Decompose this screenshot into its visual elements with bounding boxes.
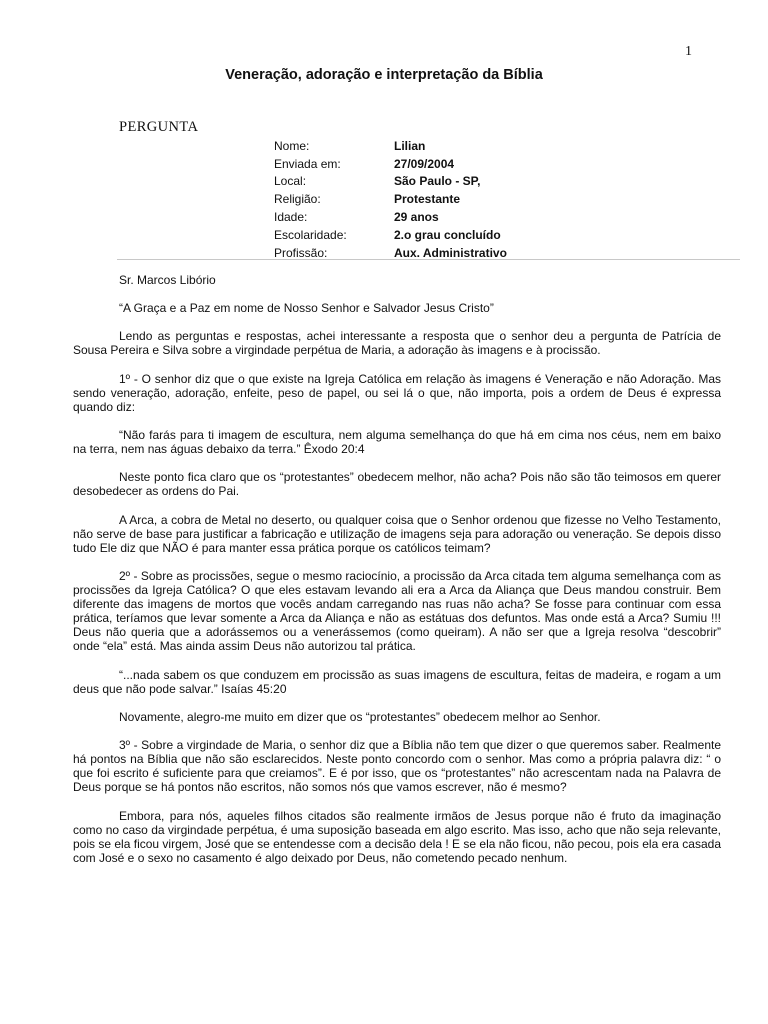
meta-label: Nome: (274, 138, 310, 153)
meta-row-sent (274, 155, 507, 173)
body-paragraph: Novamente, alegro-me muito em dizer que os “protestantes” obedecem melhor ao Senhor. (119, 709, 601, 724)
body-paragraph: Lendo as perguntas e respostas, achei interessante a resposta que o senhor deu a pergunta de Patrícia de Sousa Pereira e Silva sobre a virgindade perpétua de Maria, a adoração às imagens e à procissão. (73, 329, 721, 358)
salutation: Sr. Marcos Libório (119, 273, 216, 287)
letter-body (73, 273, 721, 879)
body-paragraph: Embora, para nós, aqueles filhos citados são realmente irmãos de Jesus porque não é fruto da imaginação como no caso da virgindade perpétua, é uma suposição baseada em algo escrito. Mas isso, acho que não seja relevante, pois se ela ficou virgem, José que se entendesse com a decisão dela ! E se ela não ficou, não pecou, pois ela era casada com José e o sexo no casamento é algo deixado por Deus, não cometendo pecado nenhum. (73, 808, 721, 865)
meta-row-age (274, 208, 507, 226)
scripture-quote: “...nada sabem os que conduzem em procissão as suas imagens de escultura, feitas de madeira, e rogam a um deus que não pode salvar.” Isaías 45:20 (73, 667, 721, 696)
meta-row-location (274, 173, 507, 191)
scripture-quote: “Não farás para ti imagem de escultura, nem alguma semelhança do que há em cima nos céus, nem em baixo na terra, nem nas águas debaixo da terra.” Êxodo 20:4 (73, 428, 721, 457)
body-paragraph: A Arca, a cobra de Metal no deserto, ou qualquer coisa que o Senhor ordenou que fizesse no Velho Testamento, não serve de base para justificar a fabricação e utilização de imagens seja para adoração ou veneração. Se depois disso tudo Ele diz que NÃO é para manter essa prática porque os católicos teimam? (73, 512, 721, 555)
meta-value: 27/09/2004 (394, 156, 455, 171)
document-title: Veneração, adoração e interpretação da Bíblia (225, 67, 543, 83)
body-paragraph: 3º - Sobre a virgindade de Maria, o senhor diz que a Bíblia não tem que dizer o que queremos saber. Realmente há pontos na Bíblia que não são esclarecidos. Neste ponto concordo com o senhor. Mas como a própria palavra diz: “ o que foi escrito é suficiente para que creiamos”. E é por isso, que os “protestantes” não acrescentam nada na Palavra de Deus porque se há pontos não escritos, não somos nós que vamos escrever, não é mesmo? (73, 738, 721, 795)
meta-label: Profissão: (274, 245, 328, 260)
section-label: PERGUNTA (119, 119, 199, 135)
meta-value: 2.o grau concluído (394, 227, 501, 242)
meta-row-name (274, 137, 507, 155)
meta-label: Religião: (274, 192, 321, 207)
meta-label: Local: (274, 174, 307, 189)
meta-label: Idade: (274, 210, 308, 225)
meta-value: Protestante (394, 192, 461, 207)
meta-value: São Paulo - SP, (394, 174, 481, 189)
submission-metadata (274, 137, 507, 262)
greeting: “A Graça e a Paz em nome de Nosso Senhor e Salvador Jesus Cristo” (119, 301, 494, 316)
meta-row-education (274, 226, 507, 244)
meta-value: 29 anos (394, 210, 439, 225)
meta-row-religion (274, 190, 507, 208)
header-divider (117, 259, 740, 260)
meta-value: Lilian (394, 138, 426, 153)
body-paragraph: 2º - Sobre as procissões, segue o mesmo raciocínio, a procissão da Arca citada tem alguma semelhança com as procissões da Igreja Católica? O que eles estavam levando ali era a Arca da Aliança que Deus mandou construir. Bem diferente das imagens de mortos que vocês andam carregando nas ruas não acha? Se fosse para continuar com essa prática, teríamos que levar somente a Arca da Aliança e não as estátuas dos defuntos. Mas onde está a Arca? Sumiu !!! Deus não queria que a adorássemos ou a venerássemos (como queiram). A não ser que a Igreja resolva “descobrir” onde “ela” está. Mas ainda assim Deus não autorizou tal prática. (73, 568, 721, 654)
meta-label: Enviada em: (274, 156, 341, 171)
page-number: 1 (685, 44, 692, 59)
body-paragraph: Neste ponto fica claro que os “protestantes” obedecem melhor, não acha? Pois não são tão teimosos em querer desobedecer as ordens do Pai. (73, 470, 721, 499)
meta-label: Escolaridade: (274, 227, 347, 242)
meta-value: Aux. Administrativo (394, 245, 507, 260)
body-paragraph: 1º - O senhor diz que o que existe na Igreja Católica em relação às imagens é Veneração e não Adoração. Mas sendo veneração, adoração, enfeite, peso de papel, ou sei lá o que, não importa, pois a ordem de Deus é expressa quando diz: (73, 371, 721, 414)
